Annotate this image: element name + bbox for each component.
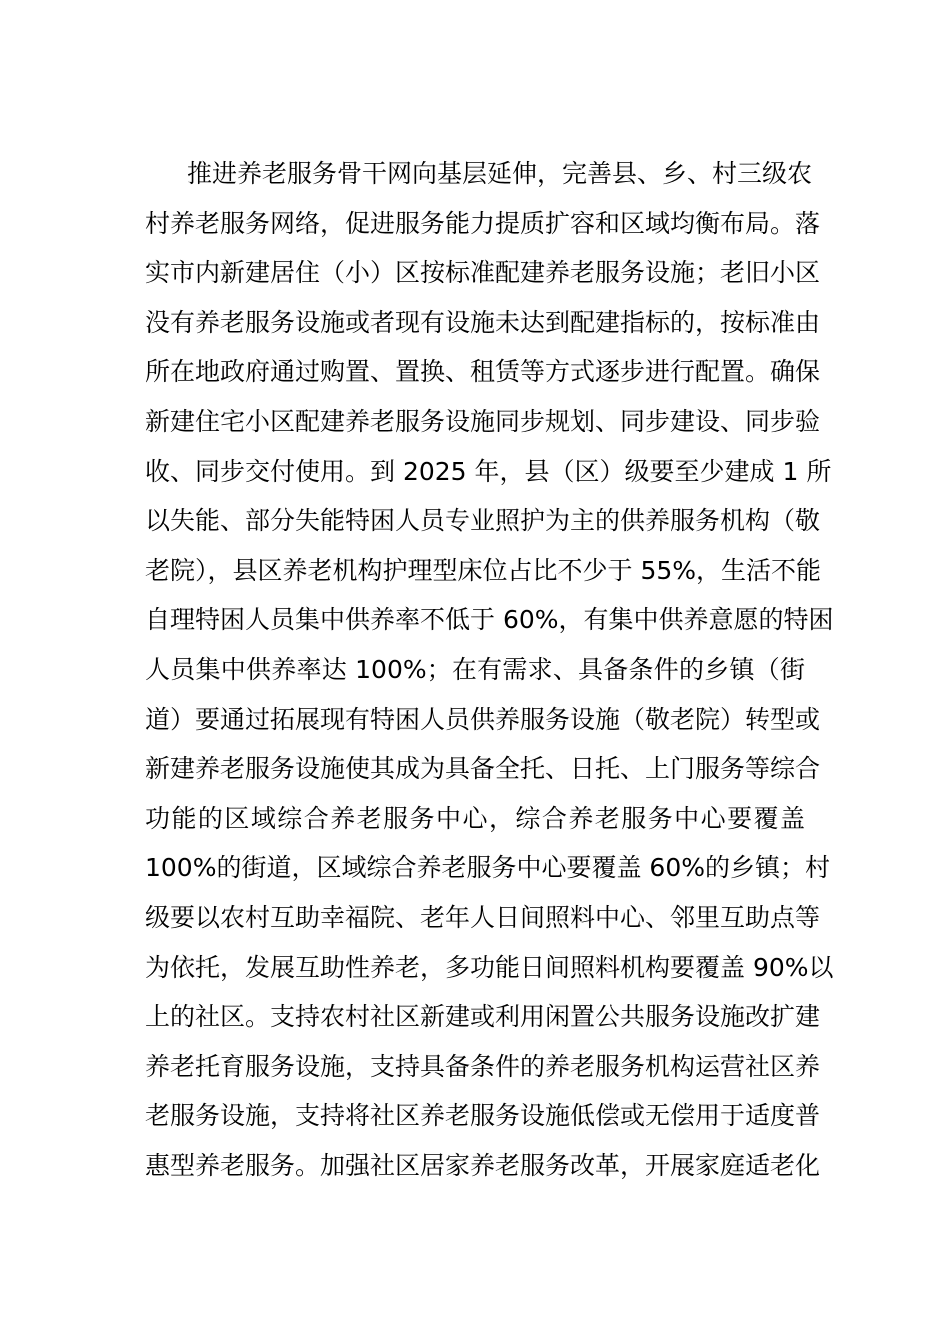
- paragraph-line: 推进养老服务骨干网向基层延伸，完善县、乡、村三级农: [187, 159, 813, 188]
- paragraph-line: 自理特困人员集中供养率不低于 60%，有集中供养意愿的特困: [145, 605, 834, 635]
- paragraph-line: 以失能、部分失能特困人员专业照护为主的供养服务机构（敬: [145, 506, 821, 536]
- paragraph-line: 100%的街道，区域综合养老服务中心要覆盖 60%的乡镇；村: [145, 853, 830, 883]
- paragraph-line: 老院），县区养老机构护理型床位占比不少于 55%，生活不能: [145, 555, 822, 585]
- paragraph-line: 上的社区。支持农村社区新建或利用闲置公共服务设施改扩建: [145, 1002, 821, 1032]
- paragraph-line: 收、同步交付使用。到 2025 年，县（区）级要至少建成 1 所: [145, 456, 832, 486]
- paragraph-line: 没有养老服务设施或者现有设施未达到配建指标的，按标准由: [145, 307, 821, 337]
- paragraph-line: 实市内新建居住（小）区按标准配建养老服务设施；老旧小区: [145, 258, 821, 288]
- paragraph-line: 所在地政府通过购置、置换、租赁等方式逐步进行配置。确保: [145, 357, 821, 387]
- paragraph-line: 村养老服务网络，促进服务能力提质扩容和区域均衡布局。落: [145, 208, 821, 238]
- paragraph-line: 养老托育服务设施，支持具备条件的养老服务机构运营社区养: [145, 1051, 821, 1081]
- paragraph-line: 道）要通过拓展现有特困人员供养服务设施（敬老院）转型或: [145, 704, 821, 734]
- paragraph-line: 级要以农村互助幸福院、老年人日间照料中心、邻里互助点等: [145, 902, 821, 932]
- paragraph-line: 功能的区域综合养老服务中心，综合养老服务中心要覆盖: [145, 803, 805, 833]
- paragraph-line: 新建住宅小区配建养老服务设施同步规划、同步建设、同步验: [145, 406, 821, 436]
- paragraph-line: 惠型养老服务。加强社区居家养老服务改革，开展家庭适老化: [145, 1150, 821, 1180]
- paragraph-line: 新建养老服务设施使其成为具备全托、日托、上门服务等综合: [145, 754, 821, 784]
- body-paragraph: [145, 149, 834, 1190]
- paragraph-line: 为依托，发展互助性养老，多功能日间照料机构要覆盖 90%以: [145, 952, 834, 982]
- paragraph-line: 人员集中供养率达 100%；在有需求、具备条件的乡镇（街: [145, 654, 805, 684]
- paragraph-line: 老服务设施，支持将社区养老服务设施低偿或无偿用于适度普: [145, 1101, 821, 1131]
